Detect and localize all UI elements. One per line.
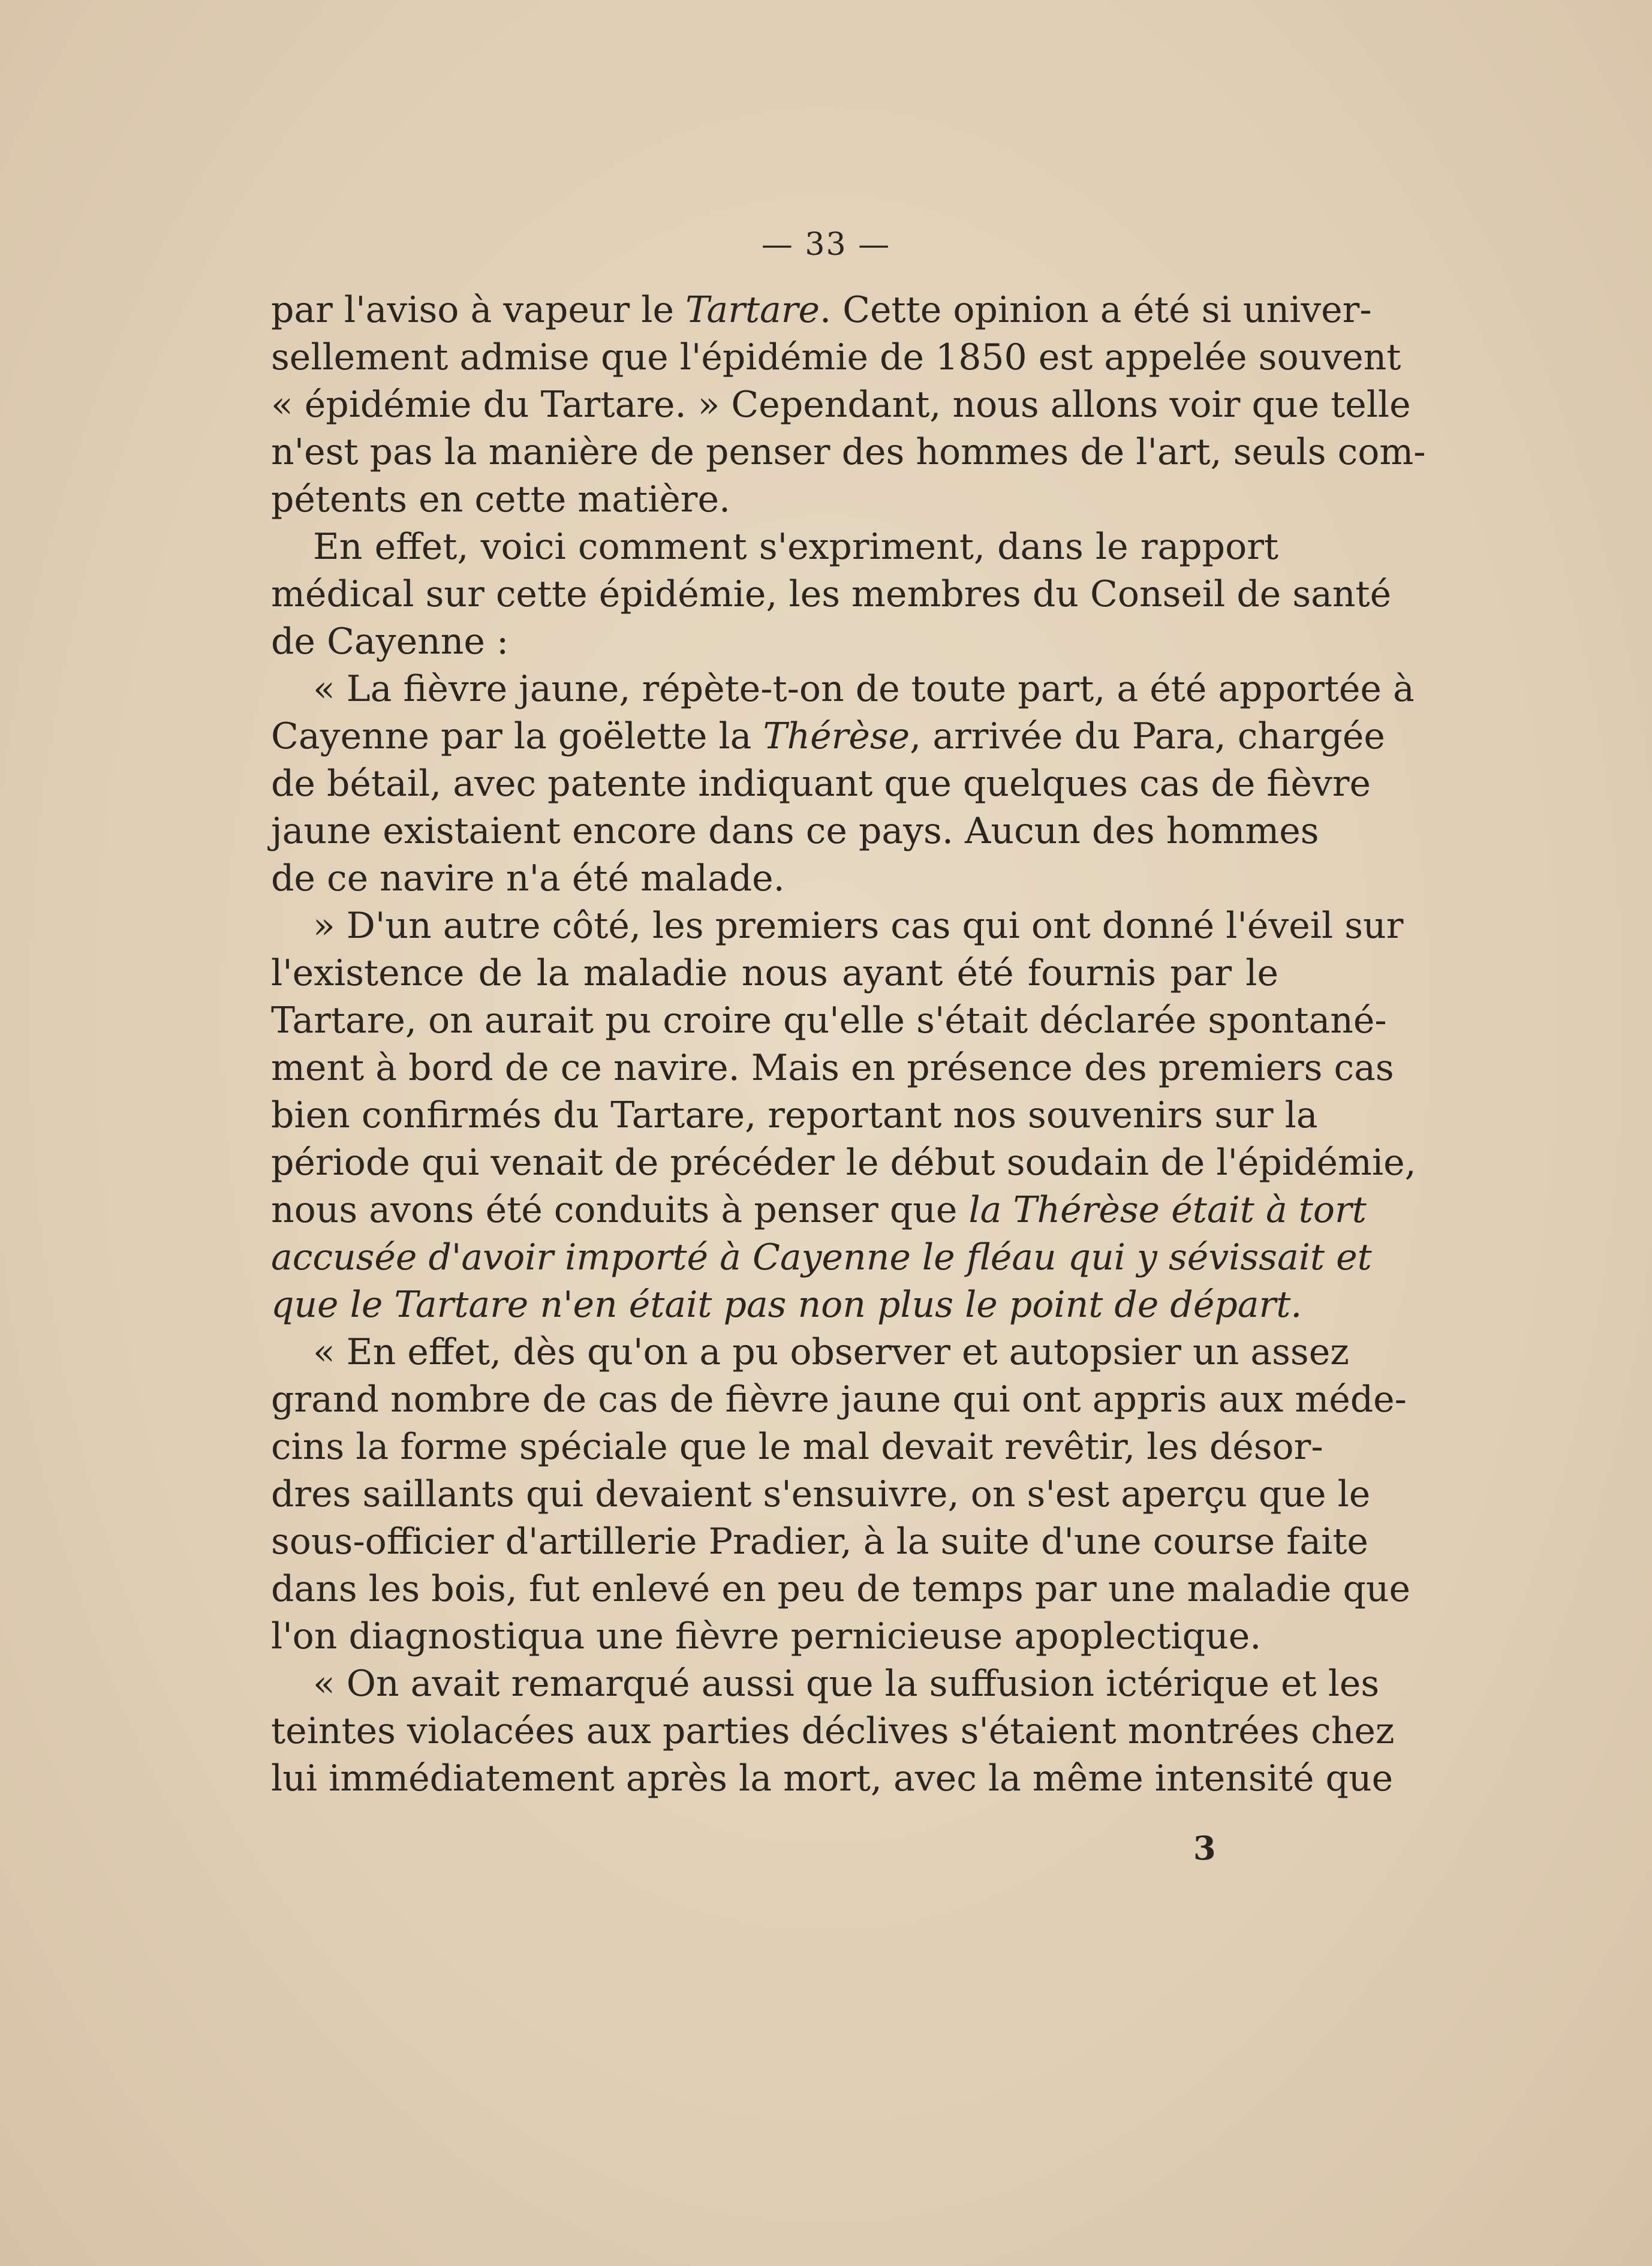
text-run: période qui venait de précéder le début soudain de l'épidémie, <box>271 1142 1416 1184</box>
text-line <box>271 1566 1411 1613</box>
text-line <box>271 1424 1323 1471</box>
text-run: de Cayenne : <box>271 621 509 663</box>
text-line <box>271 1139 1416 1187</box>
text-line <box>271 1329 1349 1376</box>
text-line <box>271 1660 1380 1708</box>
text-run: « On avait remarqué aussi que la suffusion ictérique et les <box>313 1663 1380 1705</box>
text-run: grand nombre de cas de fièvre jaune qui ont appris aux méde- <box>271 1379 1407 1421</box>
text-line <box>271 476 1278 523</box>
text-line <box>271 523 1278 571</box>
text-line <box>271 618 1278 666</box>
text-run: de bétail, avec patente indiquant que quelques cas de fièvre <box>271 763 1371 805</box>
text-run: médical sur cette épidémie, les membres du Conseil de santé <box>271 573 1392 615</box>
text-line <box>271 713 1385 760</box>
text-run: Tartare, on aurait pu croire qu'elle s'était déclarée spontané- <box>271 1000 1387 1042</box>
text-run: , arrivée du Para, chargée <box>910 715 1385 757</box>
text-run: dans les bois, fut enlevé en peu de temps par une maladie que <box>271 1568 1411 1610</box>
text-line <box>271 808 1319 855</box>
text-line <box>271 571 1392 618</box>
italic-text: Thérèse <box>763 715 910 757</box>
text-line <box>271 1045 1394 1092</box>
text-run: cins la forme spéciale que le mal devait revêtir, les désor- <box>271 1426 1323 1468</box>
italic-text: accusée d'avoir importé à Cayenne le fléau qui y sévissait et <box>271 1236 1372 1278</box>
text-run: par l'aviso à vapeur le <box>271 289 686 331</box>
text-run: de ce navire n'a été malade. <box>271 857 785 899</box>
text-line <box>271 1518 1368 1566</box>
text-run: pétents en cette matière. <box>271 479 731 520</box>
text-line <box>271 1471 1371 1518</box>
text-run: l'on diagnostiqua une fièvre pernicieuse apoplectique. <box>271 1615 1262 1657</box>
text-run: « En effet, dès qu'on a pu observer et autopsier un assez <box>313 1331 1349 1373</box>
text-line <box>271 666 1415 713</box>
text-line <box>271 334 1401 381</box>
text-run: sellement admise que l'épidémie de 1850 est appelée souvent <box>271 336 1401 378</box>
text-line <box>271 997 1387 1045</box>
text-run: . Cette opinion a été si univer- <box>819 289 1372 331</box>
text-run: « La fièvre jaune, répète-t-on de toute part, a été apportée à <box>313 668 1415 710</box>
text-run: sous-officier d'artillerie Pradier, à la suite d'une course faite <box>271 1521 1368 1563</box>
text-line <box>271 1092 1318 1139</box>
text-line <box>271 381 1411 429</box>
text-run: lui immédiatement après la mort, avec la même intensité que <box>271 1758 1394 1799</box>
printer-signature-mark: 3 <box>1193 1829 1216 1867</box>
text-run: bien confirmés du Tartare, reportant nos souvenirs sur la <box>271 1094 1318 1136</box>
text-line <box>271 287 1372 334</box>
text-line <box>271 1281 1302 1329</box>
text-run: » D'un autre côté, les premiers cas qui ont donné l'éveil sur <box>313 905 1404 947</box>
text-line <box>271 1755 1394 1802</box>
text-run: nous avons été conduits à penser que <box>271 1189 969 1231</box>
text-run: jaune existaient encore dans ce pays. Aucun des hommes <box>271 810 1319 852</box>
text-run: « épidémie du Tartare. » Cependant, nous allons voir que telle <box>271 384 1411 426</box>
text-line <box>271 855 1278 902</box>
text-line <box>271 1187 1367 1234</box>
text-run: En effet, voici comment s'expriment, dans le rapport <box>313 526 1278 568</box>
text-run: ment à bord de ce navire. Mais en présence des premiers cas <box>271 1047 1394 1089</box>
text-run: l'existence de la maladie nous ayant été fournis par le <box>271 952 1278 994</box>
body-text <box>271 287 1426 1802</box>
text-run: dres saillants qui devaient s'ensuivre, on s'est aperçu que le <box>271 1473 1371 1515</box>
text-line <box>271 950 1278 997</box>
text-line <box>271 902 1404 950</box>
text-run: teintes violacées aux parties déclives s'étaient montrées chez <box>271 1710 1395 1752</box>
text-line <box>271 1708 1395 1755</box>
italic-text: la Thérèse était à tort <box>968 1189 1367 1231</box>
italic-text: que le Tartare n'en était pas non plus le point de départ. <box>271 1284 1302 1326</box>
text-run: Cayenne par la goëlette la <box>271 715 763 757</box>
page-number: — 33 — <box>761 227 891 263</box>
italic-text: Tartare <box>685 289 820 331</box>
text-line <box>271 1613 1278 1660</box>
text-run: n'est pas la manière de penser des hommes de l'art, seuls com- <box>271 431 1426 473</box>
text-line <box>271 1234 1372 1281</box>
text-line <box>271 429 1426 476</box>
text-line <box>271 1376 1407 1424</box>
text-line <box>271 760 1371 808</box>
